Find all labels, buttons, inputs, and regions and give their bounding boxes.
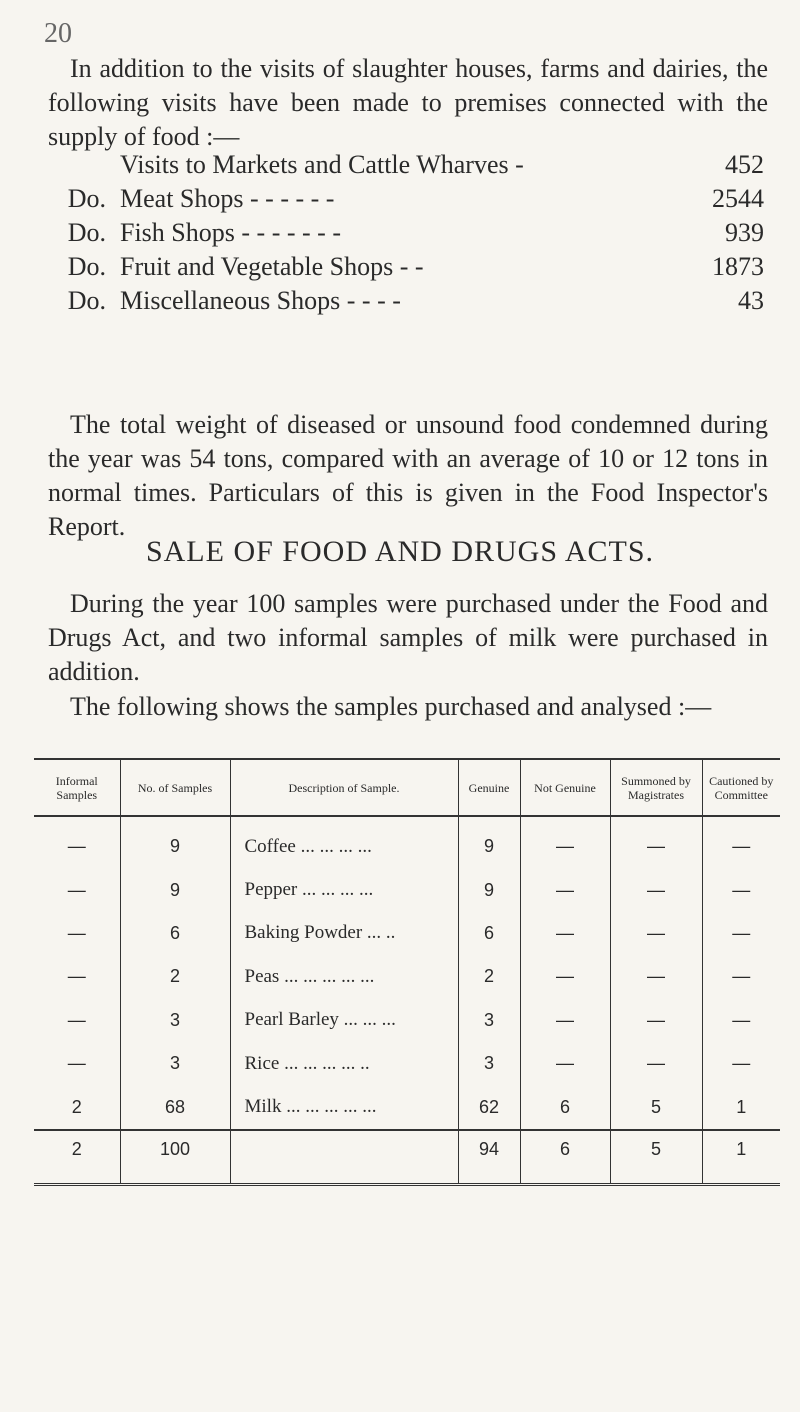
column-header: Description of Sample. — [230, 759, 458, 816]
table-row — [34, 1085, 780, 1129]
table-cell: Baking Powder ... .. — [230, 912, 458, 955]
total-cell: 5 — [610, 1130, 702, 1185]
visits-list — [48, 148, 768, 318]
table-total-row — [34, 1130, 780, 1185]
total-cell — [230, 1130, 458, 1185]
table-cell: 1 — [702, 1085, 780, 1129]
table-cell: 9 — [120, 868, 230, 911]
visit-row — [48, 284, 768, 318]
visit-label: Fish Shops - - - - - - - — [120, 218, 341, 247]
table-row — [34, 955, 780, 998]
total-cell: 2 — [34, 1130, 120, 1185]
visit-count: 2544 — [712, 184, 764, 213]
table-row — [34, 868, 780, 911]
table-cell: — — [520, 816, 610, 868]
table-cell: — — [610, 999, 702, 1042]
samples-text: During the year 100 samples were purchased under the Food and Drugs Act, and two informal samples of milk were purchased in addition. — [48, 589, 768, 686]
table-cell: — — [67, 836, 86, 857]
table-cell: — — [67, 879, 86, 900]
table-cell: 3 — [120, 1042, 230, 1085]
column-header: Cautioned by Committee — [702, 759, 780, 816]
table-cell: Rice ... ... ... ... .. — [230, 1042, 458, 1085]
table-cell: — — [67, 966, 86, 987]
table-row — [34, 912, 780, 955]
column-header: No. of Samples — [120, 759, 230, 816]
table-cell: 2 — [71, 1096, 82, 1117]
visit-prefix: Do. — [67, 286, 106, 315]
table-cell: — — [67, 1009, 86, 1030]
column-header: Genuine — [458, 759, 520, 816]
weight-paragraph — [48, 408, 768, 544]
visit-row — [48, 250, 768, 284]
table-cell: — — [610, 816, 702, 868]
table-cell: — — [702, 868, 780, 911]
column-header: Not Genuine — [520, 759, 610, 816]
table-cell: 6 — [520, 1085, 610, 1129]
intro-text: In addition to the visits of slaughter houses, farms and dairies, the following visits have been made to premises connected with the supply of food :— — [48, 54, 768, 151]
table-cell: — — [520, 955, 610, 998]
column-header: Informal Samples — [34, 759, 120, 816]
total-cell: 6 — [520, 1130, 610, 1185]
table-cell: 62 — [458, 1085, 520, 1129]
table-cell: — — [702, 1042, 780, 1085]
visit-prefix: Do. — [67, 218, 106, 247]
visit-label: Fruit and Vegetable Shops - - — [120, 252, 424, 281]
visit-count: 43 — [738, 286, 764, 315]
visit-count: 452 — [725, 150, 764, 179]
samples-paragraph — [48, 587, 768, 689]
table-cell: Peas ... ... ... ... ... — [230, 955, 458, 998]
table-cell: 3 — [120, 999, 230, 1042]
table-cell: 68 — [120, 1085, 230, 1129]
table-header-row — [34, 759, 780, 816]
visit-prefix: Do. — [67, 252, 106, 281]
table-cell: — — [610, 955, 702, 998]
table-cell: — — [702, 912, 780, 955]
table-cell: 6 — [458, 912, 520, 955]
table-cell: — — [702, 955, 780, 998]
table-cell: Pepper ... ... ... ... — [230, 868, 458, 911]
page-number: 20 — [44, 18, 72, 49]
table-cell: — — [520, 1042, 610, 1085]
table-cell: 2 — [458, 955, 520, 998]
visit-prefix: Do. — [67, 184, 106, 213]
table-cell: Milk ... ... ... ... ... — [230, 1085, 458, 1129]
total-cell: 100 — [120, 1130, 230, 1185]
visit-row — [48, 182, 768, 216]
section-heading: SALE OF FOOD AND DRUGS ACTS. — [145, 535, 655, 568]
table-cell: 3 — [458, 999, 520, 1042]
table-cell: — — [702, 999, 780, 1042]
table-cell: 6 — [120, 912, 230, 955]
table-cell: — — [610, 912, 702, 955]
weight-text: The total weight of diseased or unsound food condemned during the year was 54 tons, compared with an average of 10 or 12 tons in normal times. Particulars of this is given in the Food Inspector's Report. — [48, 410, 768, 541]
table-cell: 5 — [610, 1085, 702, 1129]
table-row — [34, 999, 780, 1042]
total-cell: 1 — [702, 1130, 780, 1185]
table-cell: — — [67, 922, 86, 943]
table-row — [34, 816, 780, 868]
table-cell: 3 — [458, 1042, 520, 1085]
table-cell: — — [67, 1053, 86, 1074]
visit-prefix — [48, 148, 120, 182]
table-row — [34, 1042, 780, 1085]
column-header: Summoned by Magistrates — [610, 759, 702, 816]
table-cell: — — [610, 868, 702, 911]
table-cell: Coffee ... ... ... ... — [230, 816, 458, 868]
table-cell: — — [520, 868, 610, 911]
visit-count: 939 — [725, 218, 764, 247]
table-cell: 9 — [120, 816, 230, 868]
visit-label: Meat Shops - - - - - - — [120, 184, 335, 213]
table-cell: — — [702, 816, 780, 868]
intro-paragraph — [48, 52, 768, 154]
table-cell: — — [520, 999, 610, 1042]
visit-row — [48, 148, 768, 182]
samples-table — [34, 758, 780, 1186]
table-cell: 2 — [120, 955, 230, 998]
total-cell: 94 — [458, 1130, 520, 1185]
visit-label: Miscellaneous Shops - - - - — [120, 286, 401, 315]
following-text: The following shows the samples purchased and analysed :— — [70, 692, 712, 721]
table-cell: Pearl Barley ... ... ... — [230, 999, 458, 1042]
table-cell: — — [610, 1042, 702, 1085]
table-cell: 9 — [458, 868, 520, 911]
visit-count: 1873 — [712, 252, 764, 281]
visit-label: Visits to Markets and Cattle Wharves - — [120, 150, 524, 179]
following-paragraph — [48, 690, 768, 724]
table-cell: 9 — [458, 816, 520, 868]
visit-row — [48, 216, 768, 250]
table-cell: — — [520, 912, 610, 955]
